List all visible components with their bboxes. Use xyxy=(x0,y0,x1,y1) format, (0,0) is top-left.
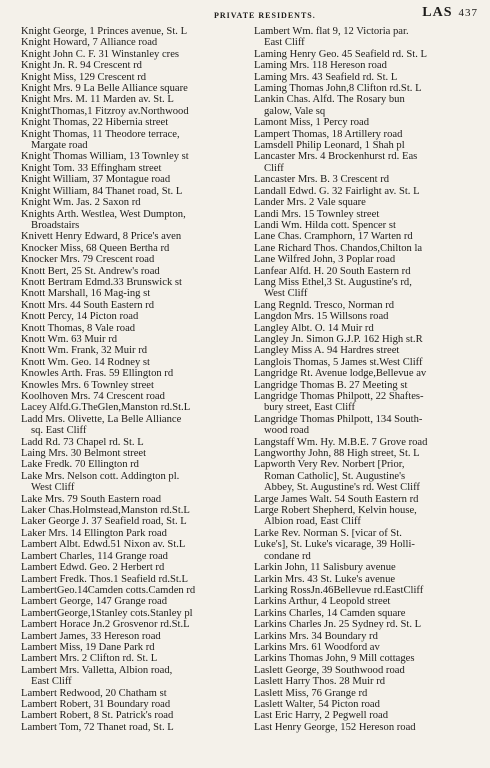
entry-line: Albion road, East Cliff xyxy=(264,516,361,528)
entry-line: Lane Chas. Cramphorn, 17 Warten rd xyxy=(254,231,413,243)
right-column xyxy=(254,26,484,733)
entry-line: Lambert Robert, 8 St. Patrick's road xyxy=(21,710,174,722)
entry-line: Laslett Walter, 54 Picton road xyxy=(254,698,380,710)
entry-line: Knott Bert, 25 St. Andrew's road xyxy=(21,265,160,277)
entry-line: wood road xyxy=(264,425,310,437)
entry-line: Larkins Arthur, 4 Leopold street xyxy=(254,596,391,608)
entry-line: Knott Wm. Geo. 14 Rodney st xyxy=(21,356,150,368)
entry-line: Lamont Miss, 1 Percy road xyxy=(254,117,370,129)
entry-line: Knocker Mrs. 79 Crescent road xyxy=(21,254,155,266)
entry-line: Lambert Edwd. Geo. 2 Herbert rd xyxy=(21,562,165,574)
entry-line: Langworthy John, 88 High street, St. L xyxy=(254,448,420,460)
entry-line: Lamsdell Philip Leonard, 1 Shah pl xyxy=(254,140,405,152)
entry-line: Lapworth Very Rev. Norbert [Prior, xyxy=(254,459,405,471)
entry-line: Knight Miss, 129 Crescent rd xyxy=(21,71,147,83)
entry-line: Cliff xyxy=(264,162,284,174)
page-header xyxy=(0,4,490,24)
entry-line: Large James Walt. 54 South Eastern rd xyxy=(254,493,419,505)
entry-line: Lancaster Mrs. 4 Brockenhurst rd. Eas xyxy=(254,151,418,163)
entry-line: Langridge Thomas B. 27 Meeting st xyxy=(254,379,408,391)
entry-line: Lang Miss Ethel,3 St. Augustine's rd, xyxy=(254,276,412,288)
entry-line: LambertGeorge,1Stanley cots.Stanley pl xyxy=(21,607,193,619)
entry-line: Knights Arth. Westlea, West Dumpton, xyxy=(21,208,186,220)
entry-line: Lambert Charles, 114 Grange road xyxy=(21,550,168,562)
entry-line: sq. East Cliff xyxy=(31,425,87,437)
entry-line: Laker George J. 37 Seafield road, St. L xyxy=(21,516,187,528)
entry-line: Langdon Mrs. 15 Willsons road xyxy=(254,311,389,323)
entry-line: Knight Wm. Jas. 2 Saxon rd xyxy=(21,197,141,209)
entry-line: Knight Thomas, 11 Theodore terrace, xyxy=(21,128,180,140)
entry-line: Larke Rev. Norman S. [vicar of St. xyxy=(254,527,402,539)
entry-line: Lambert Miss, 19 Dane Park rd xyxy=(21,641,155,653)
entry-line: Langley Miss A. 94 Hardres street xyxy=(254,345,400,357)
entry-line: Larkins Mrs. 34 Boundary rd xyxy=(254,630,378,642)
entry-line: Knott Marshall, 16 Mag-ing st xyxy=(21,288,151,300)
entry-line: Langley Jn. Simon G.J.P. 162 High st.R xyxy=(254,333,423,345)
entry-line: Knott Thomas, 8 Vale road xyxy=(21,322,136,334)
entry-line: Langley Albt. O. 14 Muir rd xyxy=(254,322,374,334)
entry-line: Last Henry George, 152 Hereson road xyxy=(254,721,416,733)
entry-line: Landi Wm. Hilda cott. Spencer st xyxy=(254,219,396,231)
entry-line: Lacey Alfd.G.TheGlen,Manston rd.St.L xyxy=(21,402,191,414)
entry-line: Lang Regnld. Tresco, Norman rd xyxy=(254,299,395,311)
entry-line: Langridge Thomas Philpott, 22 Shaftes- xyxy=(254,391,424,402)
entry-line: Laslett George, 39 Southwood road xyxy=(254,664,405,676)
entry-line: Lambert James, 33 Hereson road xyxy=(21,630,161,642)
entry-line: Knight Mrs. M. 11 Marden av. St. L xyxy=(21,94,174,106)
entry-line: Lake Mrs. Nelson cott. Addington pl. xyxy=(21,470,180,482)
entry-line: Larkin John, 11 Salisbury avenue xyxy=(254,562,396,574)
entry-line: Langlois Thomas, 5 James st.West Cliff xyxy=(254,356,423,368)
entry-line: Landi Mrs. 15 Townley street xyxy=(254,208,380,220)
entry-line: Knight John C. F. 31 Winstanley cres xyxy=(21,48,180,60)
entry-line: Laker Mrs. 14 Ellington Park road xyxy=(21,527,167,539)
entry-line: Lake Fredk. 70 Ellington rd xyxy=(21,459,139,471)
entry-line: Ladd Rd. 73 Chapel rd. St. L xyxy=(21,436,144,448)
entry-line: Knott Wm. Frank, 32 Muir rd xyxy=(21,345,148,357)
entry-line: Knott Mrs. 44 South Eastern rd xyxy=(21,299,155,311)
entry-line: Koolhoven Mrs. 74 Crescent road xyxy=(21,391,165,402)
entry-line: Laming Thomas John,8 Clifton rd.St. L xyxy=(254,83,422,95)
entry-line: Luke's], St. Luke's vicarage, 39 Holli- xyxy=(254,539,415,551)
entry-line: Lambert George, 147 Grange road xyxy=(21,596,168,608)
entry-line: Larking RossJn.46Bellevue rd.EastCliff xyxy=(254,584,424,596)
entry-line: Knight George, 1 Princes avenue, St. L xyxy=(21,26,188,37)
entry-line: Laming Mrs. 43 Seafield rd. St. L xyxy=(254,71,398,83)
page-number: 437 xyxy=(458,7,478,19)
entry-line: Larkins Thomas John, 9 Mill cottages xyxy=(254,653,415,665)
entry-line: Lanfear Alfd. H. 20 South Eastern rd xyxy=(254,265,411,277)
entry-line: Lambert Redwood, 20 Chatham st xyxy=(21,687,167,699)
entry-line: Langridge Thomas Philpott, 134 South- xyxy=(254,413,423,425)
entry-line: Lambert Wm. flat 9, 12 Victoria par. xyxy=(254,26,409,37)
entry-line: East Cliff xyxy=(264,37,305,49)
entry-line: Knowles Mrs. 6 Townley street xyxy=(21,379,154,391)
entry-line: Margate road xyxy=(31,140,88,152)
entry-line: Lander Mrs. 2 Vale square xyxy=(254,197,366,209)
entry-line: Langstaff Wm. Hy. M.B.E. 7 Grove road xyxy=(254,436,428,448)
entry-line: Larkins Charles, 14 Camden square xyxy=(254,607,406,619)
entry-line: Knight Jn. R. 94 Crescent rd xyxy=(21,60,142,72)
entry-line: Knight William, 37 Montague road xyxy=(21,174,171,186)
entry-line: Laming Mrs. 118 Hereson road xyxy=(254,60,387,72)
entry-line: bury street, East Cliff xyxy=(264,402,356,414)
entry-line: Knight William, 84 Thanet road, St. L xyxy=(21,185,183,197)
entry-line: Knight Mrs. 9 La Belle Alliance square xyxy=(21,83,188,95)
entry-line: West Cliff xyxy=(31,482,75,494)
entry-line: Laming Henry Geo. 45 Seafield rd. St. L xyxy=(254,48,427,60)
entry-line: Knowles Arth. Fras. 59 Ellington rd xyxy=(21,368,174,380)
entry-line: Langridge Rt. Avenue lodge,Bellevue av xyxy=(254,368,427,380)
entry-line: Roman Catholic], St. Augustine's xyxy=(264,470,406,482)
entry-line: Lane Richard Thos. Chandos,Chilton la xyxy=(254,242,423,254)
entry-line: Knight Thomas, 22 Hibernia street xyxy=(21,117,169,129)
entry-line: KnightThomas,1 Fitzroy av.Northwood xyxy=(21,105,189,117)
entry-line: Knott Wm. 63 Muir rd xyxy=(21,333,118,345)
entry-line: Larkins Mrs. 61 Woodford av xyxy=(254,641,380,653)
entry-line: Knivett Henry Edward, 8 Price's aven xyxy=(21,231,182,243)
entry-line: Laker Chas.Holmstead,Manston rd.St.L xyxy=(21,505,190,517)
entry-line: condane rd xyxy=(264,550,311,562)
entry-line: Knott Percy, 14 Picton road xyxy=(21,311,139,323)
entry-line: Lampert Thomas, 18 Artillery road xyxy=(254,128,403,140)
entry-line: Laslett Miss, 76 Grange rd xyxy=(254,687,368,699)
entry-line: Larkins Charles Jn. 25 Sydney rd. St. L xyxy=(254,619,422,631)
entry-line: East Cliff xyxy=(31,676,72,688)
entry-line: West Cliff xyxy=(264,288,308,300)
entry-line: Knight Howard, 7 Alliance road xyxy=(21,37,158,49)
entry-line: Laing Mrs. 30 Belmont street xyxy=(21,448,147,460)
entry-line: Lambert Mrs. 2 Clifton rd. St. L xyxy=(21,653,158,665)
left-column xyxy=(21,26,247,733)
entry-line: Last Eric Harry, 2 Pegwell road xyxy=(254,710,389,722)
entry-line: Laslett Harry Thos. 28 Muir rd xyxy=(254,676,386,688)
entry-line: LambertGeo.14Camden cotts.Camden rd xyxy=(21,584,196,596)
entry-line: Abbey, St. Augustine's rd. West Cliff xyxy=(264,482,420,494)
range-label: LAS xyxy=(422,5,453,20)
entry-line: Knight Tom. 33 Effingham street xyxy=(21,162,162,174)
entry-line: Large Robert Shepherd, Kelvin house, xyxy=(254,505,417,517)
entry-line: Lake Mrs. 79 South Eastern road xyxy=(21,493,162,505)
entry-line: Landall Edwd. G. 32 Fairlight av. St. L xyxy=(254,185,420,197)
entry-line: Ladd Mrs. Olivette, La Belle Alliance xyxy=(21,413,182,425)
entry-line: Broadstairs xyxy=(31,219,80,231)
page-range-heading xyxy=(422,5,478,21)
entry-line: Lambert Horace Jn.2 Grosvenor rd.St.L xyxy=(21,619,190,631)
entry-line: Lambert Robert, 31 Boundary road xyxy=(21,698,171,710)
entry-line: Lambert Mrs. Valletta, Albion road, xyxy=(21,664,173,676)
entry-line: Larkin Mrs. 43 St. Luke's avenue xyxy=(254,573,396,585)
entry-line: Lankin Chas. Alfd. The Rosary bun xyxy=(254,94,405,106)
entry-line: Lancaster Mrs. B. 3 Crescent rd xyxy=(254,174,390,186)
entry-line: Knocker Miss, 68 Queen Bertha rd xyxy=(21,242,170,254)
entry-line: Lambert Fredk. Thos.1 Seafield rd.St.L xyxy=(21,573,188,585)
section-title: PRIVATE RESIDENTS. xyxy=(214,11,316,20)
entry-line: Knott Bertram Edmd.33 Brunswick st xyxy=(21,276,182,288)
entry-line: galow, Vale sq xyxy=(264,105,326,117)
entry-line: Lambert Tom, 72 Thanet road, St. L xyxy=(21,721,174,733)
entry-line: Lambert Albt. Edwd.51 Nixon av. St.L xyxy=(21,539,186,551)
entry-line: Lane Wilfred John, 3 Poplar road xyxy=(254,254,396,266)
entry-line: Knight Thomas William, 13 Townley st xyxy=(21,151,189,163)
